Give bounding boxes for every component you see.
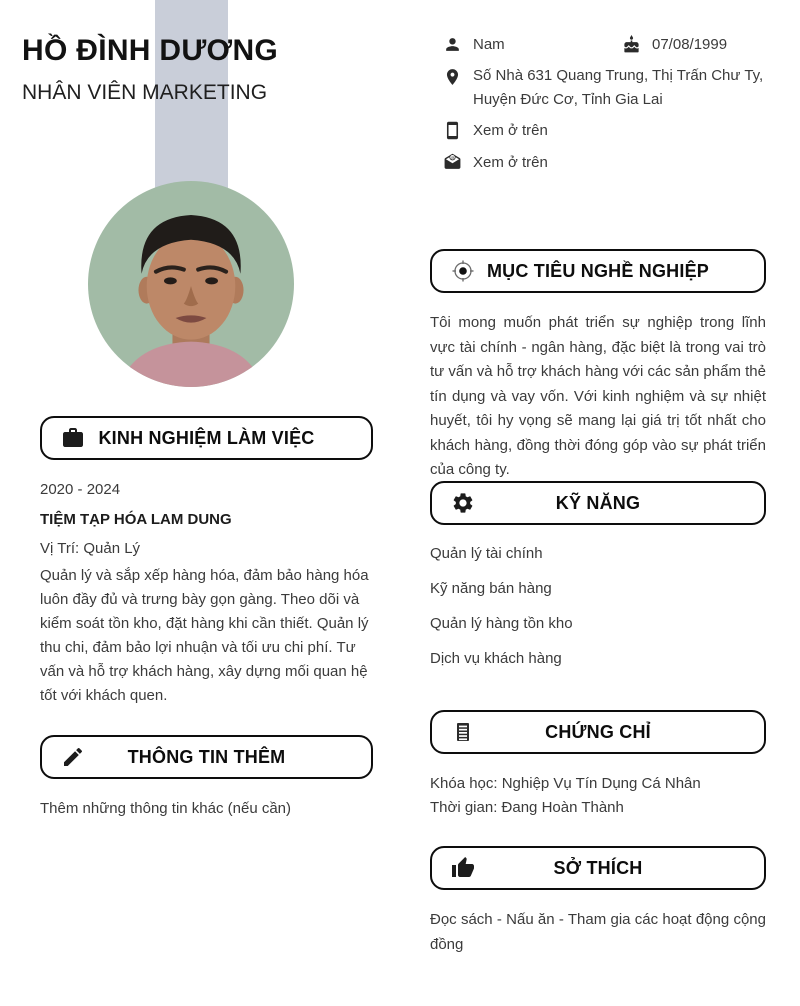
- skill-item: Dịch vụ khách hàng: [430, 650, 562, 667]
- skill-item: Quản lý hàng tồn kho: [430, 615, 573, 632]
- contact-gender-row: [443, 33, 505, 57]
- section-header-hobbies: [430, 846, 766, 890]
- section-header-experience: [40, 416, 373, 460]
- objective-content: Tôi mong muốn phát triển sự nghiệp trong lĩnh vực tài chính - ngân hàng, đặc biệt là trong vai trò tư vấn và hỗ trợ khách hàng với các sản phẩm thẻ tín dụng và vay vốn. Với kinh nghiệm và sự nhiệt huyết, tôi hy vọng sẽ mang lại giá trị tốt nhất cho khách hàng, đồng thời đóng góp vào sự phát triển của công ty.: [430, 314, 766, 478]
- contact-address-row: [443, 64, 775, 112]
- skills-heading: KỸ NĂNG: [555, 492, 641, 513]
- experience-period: 2020 - 2024: [40, 481, 121, 498]
- gender-value: Nam: [473, 36, 505, 53]
- phone-value: Xem ở trên: [473, 122, 548, 139]
- location-pin-icon: [443, 65, 462, 89]
- certificate-course: Khóa học: Nghiệp Vụ Tín Dụng Cá Nhân: [430, 775, 701, 792]
- certificate-time: Thời gian: Đang Hoàn Thành: [430, 799, 624, 816]
- hobbies-content: Đọc sách - Nấu ăn - Tham gia các hoạt động cộng đồng: [430, 911, 766, 953]
- svg-text:@: @: [451, 155, 454, 161]
- header-block: [22, 34, 278, 105]
- target-icon: [451, 259, 475, 283]
- address-value: Số Nhà 631 Quang Trung, Thị Trấn Chư Ty, Huyện Đức Cơ, Tỉnh Gia Lai: [473, 67, 764, 108]
- profile-photo-illustration: [88, 181, 294, 387]
- additional-info-heading: THÔNG TIN THÊM: [127, 746, 286, 767]
- hobbies-heading: SỞ THÍCH: [553, 857, 643, 878]
- experience-position: Vị Trí: Quản Lý: [40, 540, 141, 557]
- contact-phone-row: [443, 119, 548, 143]
- pencil-icon: [61, 745, 85, 769]
- section-header-certificates: [430, 710, 766, 754]
- certificates-heading: CHỨNG CHỈ: [545, 721, 651, 742]
- briefcase-icon: [61, 426, 85, 450]
- skill-item: Kỹ năng bán hàng: [430, 580, 552, 597]
- person-name: HỒ ĐÌNH DƯƠNG: [22, 34, 279, 67]
- gear-icon: [451, 491, 475, 515]
- dob-value: 07/08/1999: [652, 36, 728, 53]
- lined-document-icon: [451, 720, 475, 744]
- contact-dob-row: [622, 33, 727, 57]
- profile-photo: [88, 181, 294, 387]
- job-title: NHÂN VIÊN MARKETING: [22, 81, 268, 104]
- smartphone-icon: [443, 121, 462, 140]
- email-value: Xem ở trên: [473, 154, 548, 171]
- section-header-skills: [430, 481, 766, 525]
- person-icon: [443, 35, 462, 54]
- additional-info-content: Thêm những thông tin khác (nếu cần): [40, 800, 292, 817]
- objective-heading: MỤC TIÊU NGHỀ NGHIỆP: [486, 260, 709, 281]
- experience-heading: KINH NGHIỆM LÀM VIỆC: [98, 427, 315, 448]
- contact-email-row: [443, 151, 548, 175]
- experience-description: Quản lý và sắp xếp hàng hóa, đảm bảo hàng hóa luôn đầy đủ và trưng bày gọn gàng. Theo dõi và kiểm soát tồn kho, đặt hàng khi cần thiết. Quản lý thu chi, đảm bảo lợi nhuận và tối ưu chi phí. Tư vấn và hỗ trợ khách hàng, xây dựng mối quan hệ tốt với khách quen.: [40, 567, 369, 704]
- section-header-additional-info: [40, 735, 373, 779]
- email-at-envelope-icon: [443, 153, 462, 172]
- section-header-objective: [430, 249, 766, 293]
- experience-company: TIỆM TẠP HÓA LAM DUNG: [40, 511, 232, 528]
- thumbs-up-icon: [451, 856, 475, 880]
- birthday-cake-icon: [622, 35, 641, 54]
- skills-list: [430, 545, 766, 685]
- skill-item: Quản lý tài chính: [430, 545, 543, 562]
